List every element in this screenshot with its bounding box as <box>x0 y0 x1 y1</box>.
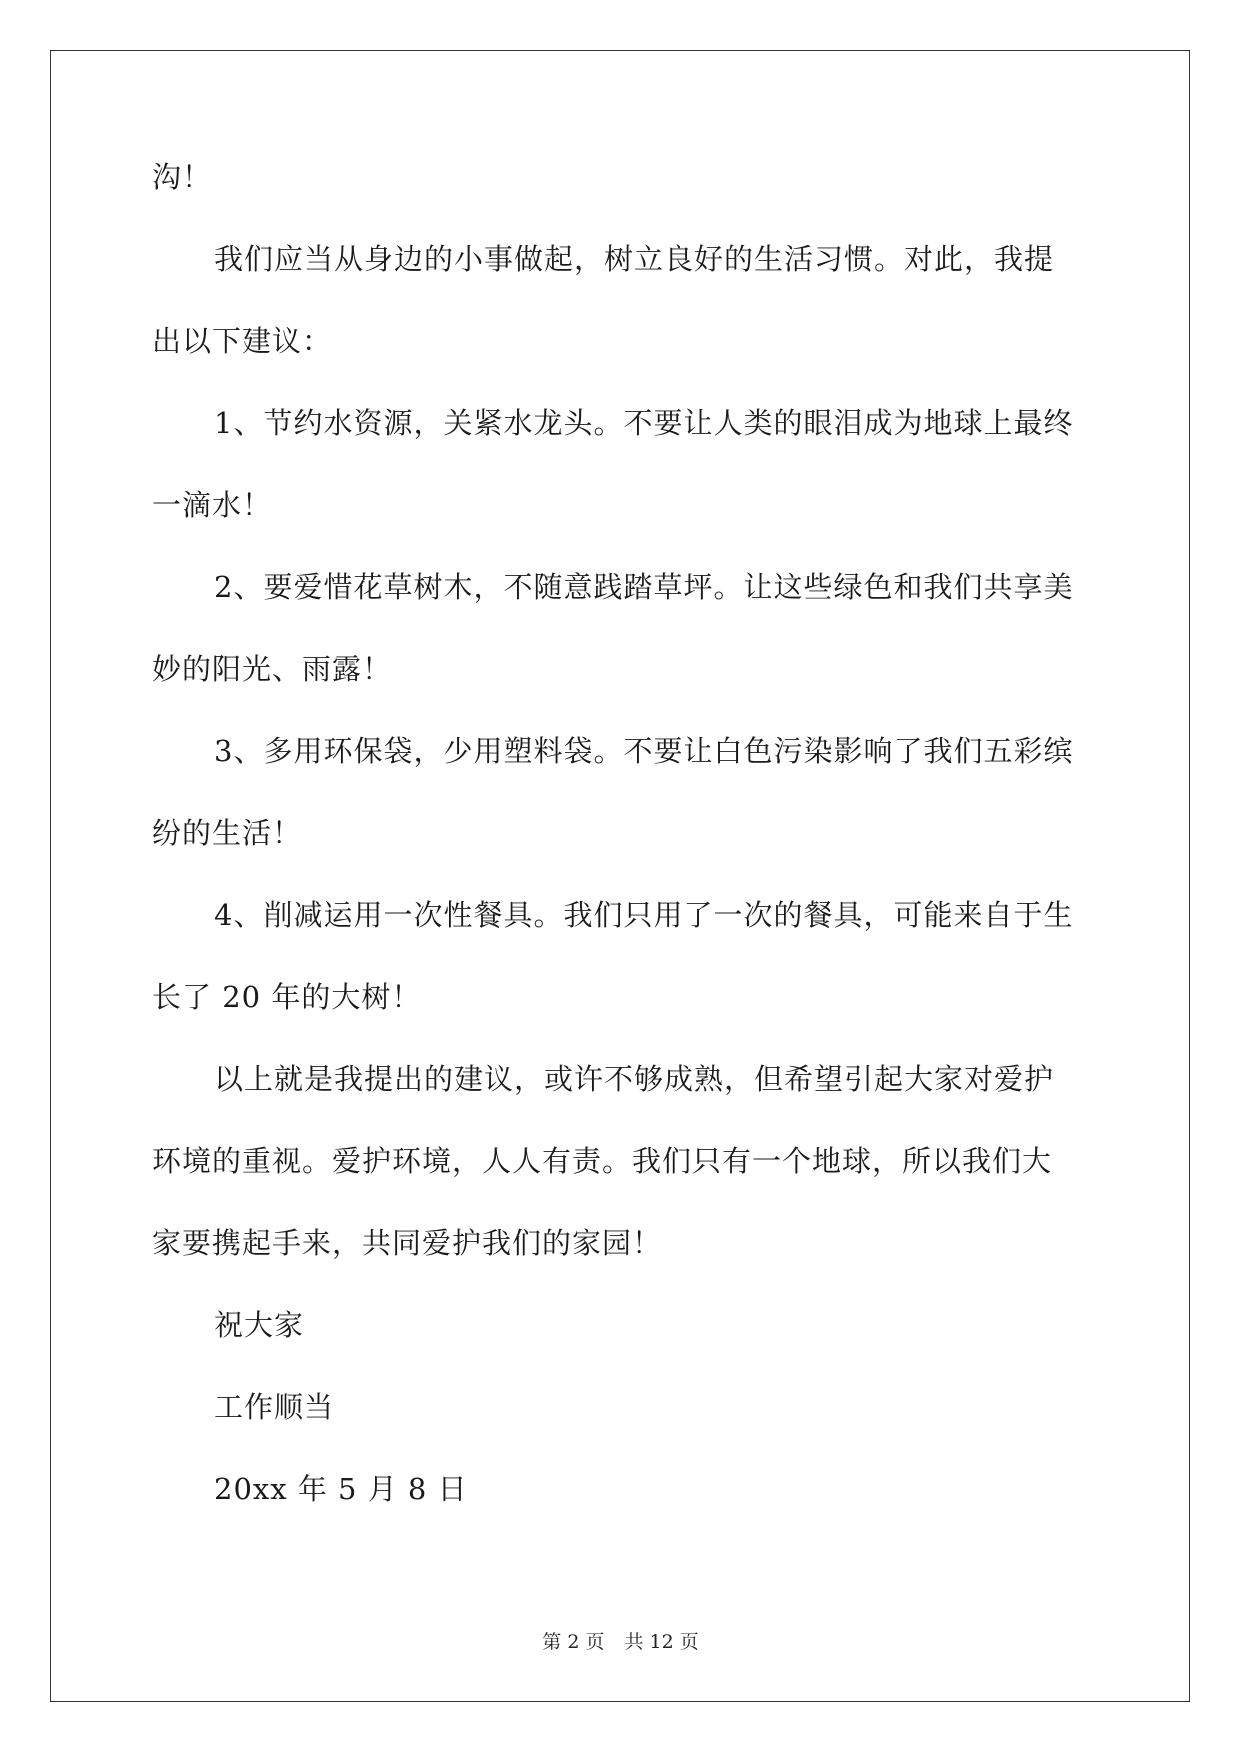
greeting-line: 祝大家 <box>214 1308 305 1342</box>
text-line: 我们应当从身边的小事做起，树立良好的生活习惯。对此，我提 <box>214 242 1055 276</box>
text-line: 3、多用环保袋，少用塑料袋。不要让白色污染影响了我们五彩缤 <box>214 734 1074 768</box>
text-line: 沟！ <box>152 160 213 194</box>
date-line: 20xx 年 5 月 8 日 <box>214 1472 468 1506</box>
page-number: 第 2 页 <box>542 1631 605 1653</box>
text-line: 纷的生活！ <box>152 816 303 850</box>
text-line: 长了 20 年的大树！ <box>152 980 422 1014</box>
text-line: 2、要爱惜花草树木，不随意践踏草坪。让这些绿色和我们共享美 <box>214 570 1074 604</box>
text-line: 以上就是我提出的建议，或许不够成熟，但希望引起大家对爱护 <box>214 1062 1055 1096</box>
text-line: 环境的重视。爱护环境，人人有责。我们只有一个地球，所以我们大 <box>152 1144 1053 1178</box>
text-line: 出以下建议： <box>152 324 333 358</box>
text-line: 4、削减运用一次性餐具。我们只用了一次的餐具，可能来自于生 <box>214 898 1074 932</box>
text-line: 家要携起手来，共同爱护我们的家园！ <box>152 1226 663 1260</box>
page-footer <box>0 1627 1241 1654</box>
text-line: 一滴水！ <box>152 488 273 522</box>
wish-line: 工作顺当 <box>214 1390 335 1424</box>
page-total: 共 12 页 <box>624 1631 699 1653</box>
text-line: 1、节约水资源，关紧水龙头。不要让人类的眼泪成为地球上最终 <box>214 406 1074 440</box>
text-line: 妙的阳光、雨露！ <box>152 652 393 686</box>
document-body <box>152 160 1092 1554</box>
